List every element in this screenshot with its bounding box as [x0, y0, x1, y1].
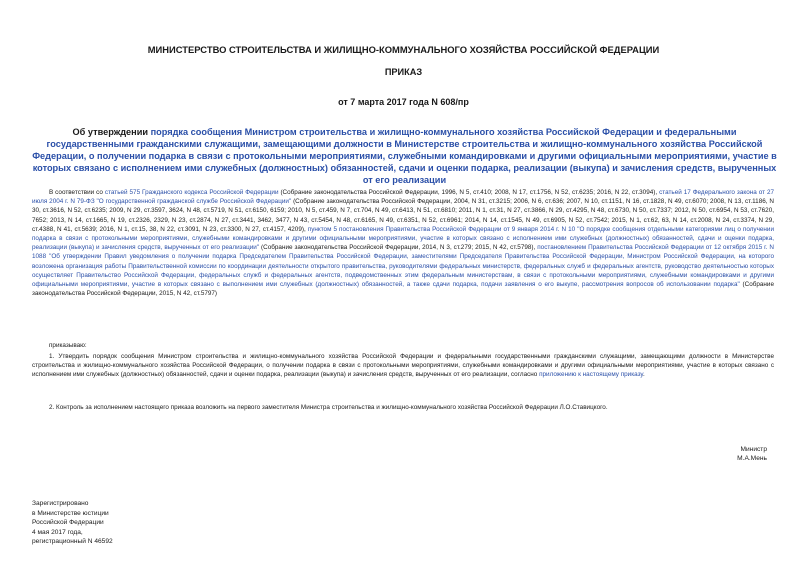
preamble-text-4: (Собрание законодательства Российской Федерации, 2014, N 3, ст.279; 2015, N 42, ст.5798),: [259, 244, 538, 252]
order-item-1-end: .: [642, 371, 645, 379]
ministry-heading: МИНИСТЕРСТВО СТРОИТЕЛЬСТВА И ЖИЛИЩНО-КОММУНАЛЬНОГО ХОЗЯЙСТВА РОССИЙСКОЙ ФЕДЕРАЦИИ: [147, 44, 660, 55]
preamble-paragraph: [32, 188, 774, 298]
registration-line-1: Зарегистрировано: [32, 500, 89, 507]
appendix-link[interactable]: приложению к настоящему приказу: [539, 371, 643, 379]
document-date: от 7 марта 2017 года N 608/пр: [338, 97, 469, 107]
order-item-2: 2. Контроль за исполнением настоящего приказа возложить на первого заместителя Министра строительства и жилищно-коммунального хозяйства Российской Федерации Л.О.Ставицкого.: [49, 404, 608, 411]
registration-line-2: в Министерстве юстиции: [32, 509, 109, 517]
preamble-text-1: В соответствии со: [49, 189, 105, 196]
title-link[interactable]: порядка сообщения Министром строительства и жилищно-коммунального хозяйства Российской Федерации и федеральными государственными гражданскими служащими, замещающими должности в Министерстве строительства и жилищно-коммунального хозяйства Российской Федерации, о получении подарка в связи с протокольными мероприятиями, служебными командировками и другими официальными мероприятиями, участие в которых связано с исполнением ими служебных (должностных) обязанностей, сдачи и оценки подарка, реализации (выкупа) и зачисления средств, вырученных от его реализации: [32, 127, 777, 185]
document-type: ПРИКАЗ: [384, 67, 423, 77]
government-decree-10-link[interactable]: пунктом 5 постановления Правительства Российской Федерации от 9 января 2014 г. N 10 "О порядке сообщения отдельными категориями лиц о получении подарка в связи с протокольными мероприятиями, служебными командировками и другими официальными мероприятиями, участие в которых связано с исполнением ими служебных (должностных) обязанностей, сдачи и оценки подарка, реализации (выкупа) и зачисления средств, вырученных от его реализации": [32, 225, 774, 252]
registration-line-3: Российской Федерации: [32, 519, 104, 527]
registration-date: 4 мая 2017 года,: [32, 528, 83, 536]
document-title: [32, 126, 777, 186]
title-prefix: Об утверждении: [72, 127, 151, 137]
federal-law-link[interactable]: статьей 17 Федерального закона от 27 июля 2004 г. N 79-ФЗ "О государственной гражданской службе Российской Федерации": [32, 189, 774, 206]
signer-position: Министр: [740, 446, 767, 453]
registration-block: [32, 499, 113, 547]
order-item-1-text: 1. Утвердить порядок сообщения Министром строительства и жилищно-коммунального хозяйства Российской Федерации и федеральными государственными гражданскими служащими, замещающими должности в Министерстве строительства и жилищно-коммунального хозяйства Российской Федерации, о получении подарка в связи с протокольными мероприятиями, служебными командировками и другими официальными мероприятиями, участие в которых связано с исполнением ими служебных (должностных) обязанностей, сдачи и оценки подарка, реализации (выкупа) и зачисления средств, вырученных от его реализации, согласно: [32, 353, 774, 379]
government-decree-1088-link[interactable]: постановлением Правительства Российской Федерации от 12 октября 2015 г. N 1088 "Об утверждении Правил уведомления о получении подарка Председателем Правительства Российской Федерации, заместителями Председателя Правительства Российской Федерации, Министром Российской Федерации, на которого возложена организация работы Правительственной комиссии по координации деятельности открытого правительства, руководителями федеральных министерств, федеральных служб и федеральных агентств, руководство деятельностью которых осуществляет Правительство Российской Федерации, федеральных служб и федеральных агентств, подведомственных этим федеральным министерствам, в связи с протокольными мероприятиями, служебными командировками и другими официальными мероприятиями, участие в которых связано с выполнением ими служебных (должностных) обязанностей, а также сдачи подарка, подачи заявления о его выкупе, рассмотрения вопросов об использовании подарка": [32, 244, 774, 289]
order-item-1: [32, 352, 774, 380]
registration-number: регистрационный N 46592: [32, 538, 113, 546]
preamble-text-2: (Собрание законодательства Российской Федерации, 1996, N 5, ст.410; 2008, N 17, ст.1756, N 52, ст.6235; 2016, N 22, ст.3094),: [278, 189, 660, 196]
preamble-text-5: (Собрание законодательства Российской Федерации, 2015, N 42, ст.5797): [32, 281, 774, 298]
signer-name: М.А.Мень: [737, 455, 767, 462]
preamble-text-3: (Собрание законодательства Российской Федерации, 2004, N 31, ст.3215; 2006, N 6, ст.636; 2007, N 10, ст.1151, N 16, ст.1828, N 49, ст.6070; 2008, N 13, ст.1186, N 30, ст.3616, N 52, ст.6235; 2009, N 29, ст.3597, 3624, N 48, ст.5719, N 51, ст.6150, 6159; 2010, N 5, ст.459, N 7, ст.704, N 49, ст.6413, N 51, ст.6810; 2011, N 1, ст.31, N 27, ст.3866, N 29, ст.4295, N 48, ст.6730, N 50, ст.7337; 2012, N 50, ст.6954, N 53, ст.7620, 7652; 2013, N 14, ст.1665, N 19, ст.2326, 2329, N 23, ст.2874, N 27, ст.3441, 3462, 3477, N 43, ст.5454, N 48, ст.6165, N 49, ст.6351, N 52, ст.6961; 2014, N 14, ст.1545, N 49, ст.6905, N 52, ст.7542; 2015, N 1, ст.62, 63, N 14, ст.2008, N 24, ст.3374, N 29, ст.4388, N 41, ст.5639; 2016, N 1, ст.15, 38, N 22, ст.3091, N 23, ст.3300, N 27, ст.4157, 4209),: [32, 198, 774, 233]
civil-code-link[interactable]: статьей 575 Гражданского кодекса Российской Федерации: [104, 189, 279, 196]
signature-block: [737, 445, 767, 463]
order-intro: приказываю:: [49, 342, 87, 349]
